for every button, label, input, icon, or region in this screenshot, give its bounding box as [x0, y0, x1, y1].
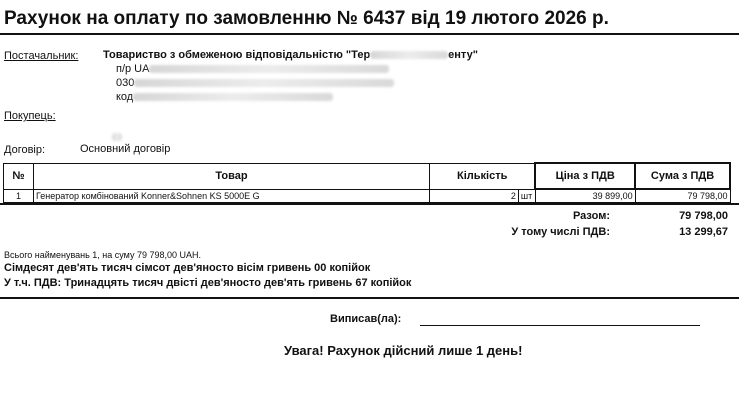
buyer-label: Покупець: — [4, 110, 56, 122]
cell-qty: 2 — [430, 189, 519, 203]
vat-in-words: У т.ч. ПДВ: Тринадцять тисяч двісті дев'яносто дев'ять гривень 67 копійок — [4, 277, 412, 289]
table-row — [4, 189, 731, 203]
table-bottom-divider — [0, 203, 739, 205]
total-value: 79 798,00 — [679, 210, 728, 222]
cell-sum: 79 798,00 — [635, 189, 730, 203]
supplier-name-end: енту" — [448, 49, 478, 61]
signature-label: Виписав(ла): — [330, 313, 402, 325]
col-header-price: Ціна з ПДВ — [535, 163, 635, 189]
total-label: Разом: — [572, 210, 610, 222]
items-summary: Всього найменувань 1, на суму 79 798,00 UAH. — [4, 250, 202, 260]
vat-value: 13 299,67 — [679, 226, 728, 238]
supplier-label: Постачальник: — [4, 50, 79, 62]
redacted-block — [134, 79, 394, 87]
vat-label: У тому числі ПДВ: — [511, 226, 610, 238]
supplier-iban-prefix: п/р UA — [116, 63, 150, 75]
cell-unit: шт — [518, 189, 535, 203]
cell-num: 1 — [4, 189, 34, 203]
supplier-name-start: Товариство з обмеженою відповідальністю "Тер — [103, 49, 371, 61]
redacted-block — [133, 93, 333, 101]
amount-in-words: Сімдесят дев'ять тисяч сімсот дев'яносто вісім гривень 00 копійок — [4, 262, 371, 274]
contract-value: Основний договір — [80, 143, 171, 155]
supplier-address-prefix: 030 — [116, 77, 135, 89]
summary-divider — [0, 297, 739, 299]
table-header-row — [4, 163, 731, 189]
col-header-sum: Сума з ПДВ — [635, 163, 730, 189]
validity-warning: Увага! Рахунок дійсний лише 1 день! — [284, 343, 523, 358]
cell-price: 39 899,00 — [535, 189, 635, 203]
document-title: Рахунок на оплату по замовленню № 6437 від 19 лютого 2026 р. — [4, 8, 609, 29]
contract-label: Договір: — [4, 144, 46, 156]
supplier-address — [116, 77, 394, 89]
title-divider — [0, 33, 739, 35]
supplier-code — [116, 91, 333, 103]
supplier-iban — [116, 63, 389, 75]
items-table — [3, 162, 731, 203]
redacted-block — [112, 133, 122, 141]
supplier-code-prefix: код — [116, 91, 134, 103]
col-header-num: № — [4, 163, 34, 189]
redacted-block — [370, 51, 448, 59]
col-header-qty: Кількість — [430, 163, 536, 189]
signature-line — [420, 325, 700, 326]
col-header-product: Товар — [33, 163, 429, 189]
supplier-name — [103, 49, 478, 61]
cell-product: Генератор комбінований Konner&Sohnen KS 5000E G — [33, 189, 429, 203]
redacted-block — [149, 65, 389, 73]
